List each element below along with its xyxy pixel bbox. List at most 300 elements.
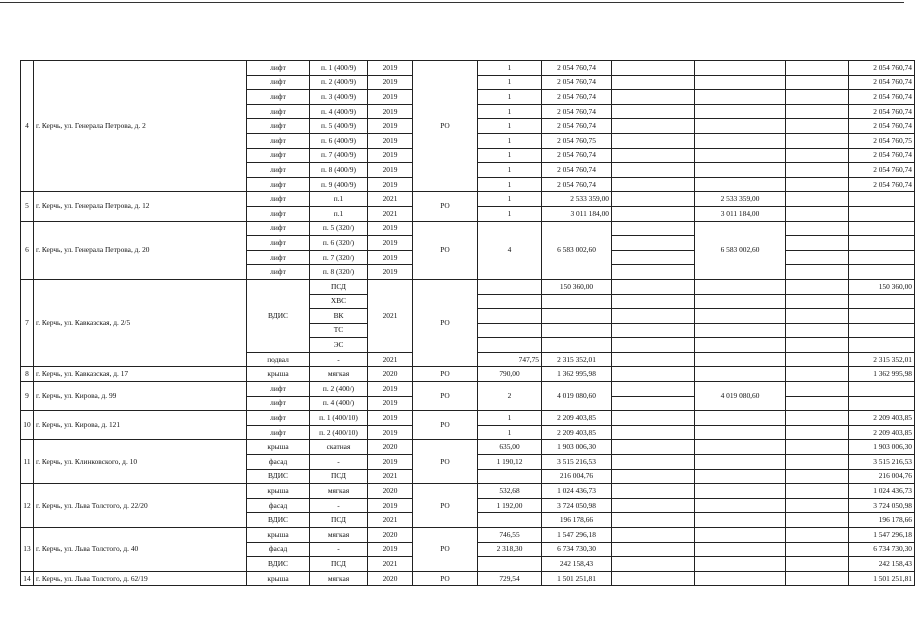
total-cell — [849, 338, 915, 353]
quantity-cell — [478, 338, 542, 353]
total-cell: 196 178,66 — [849, 513, 915, 528]
cost-cell: 2 209 403,85 — [542, 425, 612, 440]
cost-cell: 2 054 760,74 — [542, 104, 612, 119]
row-number: 8 — [21, 367, 34, 382]
quantity-cell: 4 — [478, 221, 542, 279]
empty-cell — [612, 104, 695, 119]
quantity-cell — [478, 557, 542, 572]
total-cell: 3 724 050,98 — [849, 498, 915, 513]
work-detail-cell: - — [310, 498, 368, 513]
work-detail-cell: - — [310, 352, 368, 367]
fund-cell: РО — [413, 367, 478, 382]
work-detail-cell: п. 8 (320/) — [310, 265, 368, 280]
empty-cell — [612, 571, 695, 586]
quantity-cell: 1 — [478, 425, 542, 440]
work-type-cell: фасад — [247, 542, 310, 557]
address-cell: г. Керчь, ул. Клинковского, д. 10 — [34, 440, 247, 484]
cost-cell: 2 054 760,75 — [542, 133, 612, 148]
empty-cell — [612, 309, 695, 324]
empty-cell — [612, 455, 695, 470]
total-cell: 2 054 760,75 — [849, 133, 915, 148]
year-cell: 2019 — [368, 396, 413, 411]
work-detail-cell: ПСД — [310, 279, 368, 294]
cost-cell: 2 315 352,01 — [542, 352, 612, 367]
work-type-cell: лифт — [247, 382, 310, 397]
empty-cell — [612, 557, 695, 572]
empty-cell — [612, 206, 695, 221]
work-detail-cell: ТС — [310, 323, 368, 338]
work-type-cell: лифт — [247, 265, 310, 280]
year-cell: 2019 — [368, 133, 413, 148]
work-type-cell: крыша — [247, 484, 310, 499]
year-cell: 2021 — [368, 513, 413, 528]
other-cost-cell — [695, 484, 786, 499]
empty-cell — [612, 338, 695, 353]
fund-cell: РО — [413, 411, 478, 440]
total-cell: 1 501 251,81 — [849, 571, 915, 586]
empty-cell — [612, 177, 695, 192]
empty-cell — [612, 75, 695, 90]
cost-cell: 242 158,43 — [542, 557, 612, 572]
other-cost-cell — [695, 90, 786, 105]
cost-cell: 1 547 296,18 — [542, 528, 612, 543]
other-cost-cell — [695, 440, 786, 455]
empty-cell — [786, 469, 849, 484]
work-detail-cell: ЭС — [310, 338, 368, 353]
empty-cell — [612, 352, 695, 367]
empty-cell — [612, 498, 695, 513]
empty-cell — [612, 367, 695, 382]
empty-cell — [786, 557, 849, 572]
work-type-cell: лифт — [247, 396, 310, 411]
other-cost-cell: 6 583 002,60 — [695, 221, 786, 279]
year-cell: 2019 — [368, 542, 413, 557]
empty-cell — [786, 528, 849, 543]
work-detail-cell: п. 1 (400/10) — [310, 411, 368, 426]
work-type-cell: лифт — [247, 192, 310, 207]
table-row — [21, 528, 915, 543]
cost-cell — [542, 309, 612, 324]
quantity-cell: 746,55 — [478, 528, 542, 543]
empty-cell — [786, 498, 849, 513]
total-cell — [849, 206, 915, 221]
empty-cell — [786, 396, 849, 411]
cost-cell — [542, 338, 612, 353]
empty-cell — [786, 206, 849, 221]
year-cell: 2019 — [368, 498, 413, 513]
page-top-rule — [0, 2, 904, 3]
row-number: 14 — [21, 571, 34, 586]
other-cost-cell — [695, 177, 786, 192]
work-type-cell: подвал — [247, 352, 310, 367]
work-type-cell: фасад — [247, 455, 310, 470]
other-cost-cell — [695, 163, 786, 178]
total-cell — [849, 323, 915, 338]
total-cell: 150 360,00 — [849, 279, 915, 294]
row-number: 6 — [21, 221, 34, 279]
cost-cell: 150 360,00 — [542, 279, 612, 294]
work-detail-cell: п. 2 (400/9) — [310, 75, 368, 90]
address-cell: г. Керчь, ул. Генерала Петрова, д. 20 — [34, 221, 247, 279]
total-cell — [849, 309, 915, 324]
cost-cell: 2 054 760,74 — [542, 90, 612, 105]
work-type-cell: лифт — [247, 148, 310, 163]
row-number: 11 — [21, 440, 34, 484]
cost-cell: 6 583 002,60 — [542, 221, 612, 279]
other-cost-cell — [695, 104, 786, 119]
quantity-cell — [478, 513, 542, 528]
year-cell: 2021 — [368, 469, 413, 484]
work-detail-cell: п. 6 (320/) — [310, 236, 368, 251]
empty-cell — [612, 133, 695, 148]
work-type-cell: ВДИС — [247, 513, 310, 528]
quantity-cell: 1 190,12 — [478, 455, 542, 470]
empty-cell — [612, 411, 695, 426]
table-row — [21, 221, 915, 236]
address-cell: г. Керчь, ул. Кавказская, д. 17 — [34, 367, 247, 382]
quantity-cell: 1 — [478, 104, 542, 119]
quantity-cell: 1 — [478, 61, 542, 76]
address-cell: г. Керчь, ул. Кирова, д. 121 — [34, 411, 247, 440]
quantity-cell: 1 — [478, 177, 542, 192]
row-number: 9 — [21, 382, 34, 411]
empty-cell — [786, 236, 849, 251]
work-detail-cell: п. 9 (400/9) — [310, 177, 368, 192]
fund-cell: РО — [413, 571, 478, 586]
quantity-cell: 1 — [478, 133, 542, 148]
empty-cell — [786, 323, 849, 338]
work-detail-cell: п.1 — [310, 206, 368, 221]
table-row — [21, 484, 915, 499]
empty-cell — [612, 265, 695, 280]
work-detail-cell: п. 5 (400/9) — [310, 119, 368, 134]
total-cell: 2 054 760,74 — [849, 177, 915, 192]
empty-cell — [612, 236, 695, 251]
work-detail-cell: п. 4 (400/) — [310, 396, 368, 411]
other-cost-cell — [695, 571, 786, 586]
empty-cell — [786, 133, 849, 148]
cost-cell: 4 019 080,60 — [542, 382, 612, 411]
other-cost-cell — [695, 557, 786, 572]
other-cost-cell — [695, 61, 786, 76]
work-detail-cell: мягкая — [310, 367, 368, 382]
row-number: 13 — [21, 528, 34, 572]
year-cell: 2020 — [368, 484, 413, 499]
work-detail-cell: п. 4 (400/9) — [310, 104, 368, 119]
year-cell: 2020 — [368, 528, 413, 543]
empty-cell — [786, 542, 849, 557]
cost-cell: 2 209 403,85 — [542, 411, 612, 426]
year-cell: 2021 — [368, 192, 413, 207]
total-cell — [849, 396, 915, 411]
quantity-cell: 729,54 — [478, 571, 542, 586]
year-cell: 2021 — [368, 206, 413, 221]
total-cell: 6 734 730,30 — [849, 542, 915, 557]
empty-cell — [786, 279, 849, 294]
quantity-cell — [478, 279, 542, 294]
row-number: 4 — [21, 61, 34, 192]
total-cell — [849, 236, 915, 251]
other-cost-cell — [695, 352, 786, 367]
empty-cell — [786, 148, 849, 163]
cost-cell: 1 362 995,98 — [542, 367, 612, 382]
empty-cell — [786, 119, 849, 134]
other-cost-cell — [695, 323, 786, 338]
table-row — [21, 279, 915, 294]
work-detail-cell: п. 5 (320/) — [310, 221, 368, 236]
work-type-cell: лифт — [247, 236, 310, 251]
empty-cell — [612, 425, 695, 440]
address-cell: г. Керчь, ул. Генерала Петрова, д. 12 — [34, 192, 247, 221]
empty-cell — [612, 323, 695, 338]
empty-cell — [786, 61, 849, 76]
cost-cell: 2 054 760,74 — [542, 75, 612, 90]
empty-cell — [786, 455, 849, 470]
work-type-cell: лифт — [247, 61, 310, 76]
work-type-cell: ВДИС — [247, 279, 310, 352]
other-cost-cell — [695, 542, 786, 557]
empty-cell — [786, 104, 849, 119]
empty-cell — [612, 61, 695, 76]
work-type-cell: лифт — [247, 119, 310, 134]
total-cell: 1 547 296,18 — [849, 528, 915, 543]
total-cell: 2 054 760,74 — [849, 61, 915, 76]
empty-cell — [612, 484, 695, 499]
quantity-cell — [478, 323, 542, 338]
total-cell: 2 054 760,74 — [849, 119, 915, 134]
other-cost-cell: 3 011 184,00 — [695, 206, 786, 221]
cost-cell: 2 054 760,74 — [542, 163, 612, 178]
empty-cell — [612, 396, 695, 411]
total-cell: 1 362 995,98 — [849, 367, 915, 382]
work-type-cell: крыша — [247, 367, 310, 382]
fund-cell: РО — [413, 382, 478, 411]
table-row — [21, 61, 915, 76]
empty-cell — [786, 411, 849, 426]
year-cell: 2019 — [368, 382, 413, 397]
quantity-cell: 1 — [478, 75, 542, 90]
empty-cell — [612, 469, 695, 484]
empty-cell — [612, 250, 695, 265]
empty-cell — [786, 163, 849, 178]
other-cost-cell — [695, 528, 786, 543]
empty-cell — [612, 513, 695, 528]
total-cell: 2 054 760,74 — [849, 90, 915, 105]
year-cell: 2020 — [368, 440, 413, 455]
work-type-cell: ВДИС — [247, 469, 310, 484]
total-cell: 2 209 403,85 — [849, 411, 915, 426]
other-cost-cell — [695, 498, 786, 513]
cost-cell: 1 501 251,81 — [542, 571, 612, 586]
total-cell — [849, 221, 915, 236]
quantity-cell: 1 192,00 — [478, 498, 542, 513]
row-number: 5 — [21, 192, 34, 221]
empty-cell — [786, 265, 849, 280]
work-detail-cell: - — [310, 455, 368, 470]
other-cost-cell — [695, 367, 786, 382]
cost-cell: 2 533 359,00 — [542, 192, 612, 207]
total-cell: 2 315 352,01 — [849, 352, 915, 367]
empty-cell — [612, 542, 695, 557]
quantity-cell: 790,00 — [478, 367, 542, 382]
fund-cell: РО — [413, 279, 478, 367]
work-detail-cell: ВК — [310, 309, 368, 324]
other-cost-cell — [695, 469, 786, 484]
year-cell: 2019 — [368, 425, 413, 440]
work-type-cell: лифт — [247, 411, 310, 426]
quantity-cell: 635,00 — [478, 440, 542, 455]
fund-cell: РО — [413, 528, 478, 572]
other-cost-cell — [695, 309, 786, 324]
work-detail-cell: п.1 — [310, 192, 368, 207]
empty-cell — [786, 338, 849, 353]
cost-cell — [542, 323, 612, 338]
empty-cell — [612, 221, 695, 236]
quantity-cell: 747,75 — [478, 352, 542, 367]
other-cost-cell — [695, 148, 786, 163]
work-type-cell: фасад — [247, 498, 310, 513]
empty-cell — [786, 382, 849, 397]
year-cell: 2019 — [368, 119, 413, 134]
cost-cell: 3 011 184,00 — [542, 206, 612, 221]
total-cell: 1 903 006,30 — [849, 440, 915, 455]
work-detail-cell: п. 2 (400/10) — [310, 425, 368, 440]
address-cell: г. Керчь, ул. Кирова, д. 99 — [34, 382, 247, 411]
empty-cell — [786, 221, 849, 236]
other-cost-cell — [695, 279, 786, 294]
empty-cell — [612, 148, 695, 163]
empty-cell — [786, 90, 849, 105]
quantity-cell — [478, 309, 542, 324]
total-cell — [849, 265, 915, 280]
work-type-cell: лифт — [247, 250, 310, 265]
cost-cell: 2 054 760,74 — [542, 119, 612, 134]
cost-cell: 3 515 216,53 — [542, 455, 612, 470]
total-cell: 216 004,76 — [849, 469, 915, 484]
total-cell — [849, 250, 915, 265]
work-type-cell: лифт — [247, 90, 310, 105]
work-type-cell: лифт — [247, 425, 310, 440]
empty-cell — [786, 250, 849, 265]
other-cost-cell — [695, 455, 786, 470]
address-cell: г. Керчь, ул. Льва Толстого, д. 40 — [34, 528, 247, 572]
quantity-cell — [478, 294, 542, 309]
work-type-cell: лифт — [247, 221, 310, 236]
quantity-cell: 1 — [478, 206, 542, 221]
work-detail-cell: п. 8 (400/9) — [310, 163, 368, 178]
year-cell: 2019 — [368, 61, 413, 76]
year-cell: 2019 — [368, 163, 413, 178]
work-type-cell: крыша — [247, 571, 310, 586]
table-row — [21, 440, 915, 455]
total-cell — [849, 294, 915, 309]
cost-cell: 2 054 760,74 — [542, 177, 612, 192]
empty-cell — [786, 440, 849, 455]
year-cell: 2020 — [368, 571, 413, 586]
empty-cell — [786, 294, 849, 309]
work-detail-cell: п. 3 (400/9) — [310, 90, 368, 105]
table-row — [21, 382, 915, 397]
work-detail-cell: - — [310, 542, 368, 557]
empty-cell — [612, 163, 695, 178]
quantity-cell: 1 — [478, 148, 542, 163]
empty-cell — [612, 440, 695, 455]
empty-cell — [786, 367, 849, 382]
year-cell: 2019 — [368, 236, 413, 251]
empty-cell — [786, 425, 849, 440]
work-type-cell: лифт — [247, 206, 310, 221]
cost-cell: 216 004,76 — [542, 469, 612, 484]
work-type-cell: лифт — [247, 133, 310, 148]
quantity-cell: 1 — [478, 90, 542, 105]
work-detail-cell: мягкая — [310, 484, 368, 499]
empty-cell — [612, 528, 695, 543]
year-cell: 2019 — [368, 221, 413, 236]
cost-cell: 1 024 436,73 — [542, 484, 612, 499]
year-cell: 2019 — [368, 90, 413, 105]
work-detail-cell: ПСД — [310, 513, 368, 528]
year-cell: 2019 — [368, 411, 413, 426]
year-cell: 2020 — [368, 367, 413, 382]
work-type-cell: лифт — [247, 163, 310, 178]
cost-cell: 2 054 760,74 — [542, 148, 612, 163]
work-detail-cell: п. 2 (400/) — [310, 382, 368, 397]
other-cost-cell — [695, 338, 786, 353]
work-detail-cell: п. 7 (320/) — [310, 250, 368, 265]
year-cell: 2019 — [368, 265, 413, 280]
empty-cell — [786, 484, 849, 499]
quantity-cell: 2 — [478, 382, 542, 411]
address-cell: г. Керчь, ул. Кавказская, д. 2/5 — [34, 279, 247, 367]
empty-cell — [786, 513, 849, 528]
work-detail-cell: мягкая — [310, 571, 368, 586]
year-cell: 2019 — [368, 148, 413, 163]
work-detail-cell: п. 7 (400/9) — [310, 148, 368, 163]
other-cost-cell — [695, 425, 786, 440]
quantity-cell: 532,68 — [478, 484, 542, 499]
year-cell: 2021 — [368, 279, 413, 352]
table-row — [21, 571, 915, 586]
year-cell: 2019 — [368, 250, 413, 265]
quantity-cell: 2 318,30 — [478, 542, 542, 557]
table-row — [21, 367, 915, 382]
cost-cell — [542, 294, 612, 309]
row-number: 12 — [21, 484, 34, 528]
row-number: 10 — [21, 411, 34, 440]
other-cost-cell — [695, 75, 786, 90]
fund-cell: РО — [413, 484, 478, 528]
work-type-cell: лифт — [247, 104, 310, 119]
cost-cell: 196 178,66 — [542, 513, 612, 528]
address-cell: г. Керчь, ул. Генерала Петрова, д. 2 — [34, 61, 247, 192]
other-cost-cell: 4 019 080,60 — [695, 382, 786, 411]
other-cost-cell — [695, 119, 786, 134]
work-type-cell: лифт — [247, 177, 310, 192]
other-cost-cell — [695, 411, 786, 426]
quantity-cell: 1 — [478, 119, 542, 134]
year-cell: 2019 — [368, 75, 413, 90]
work-type-cell: лифт — [247, 75, 310, 90]
year-cell: 2019 — [368, 455, 413, 470]
other-cost-cell: 2 533 359,00 — [695, 192, 786, 207]
row-number: 7 — [21, 279, 34, 367]
work-detail-cell: п. 1 (400/9) — [310, 61, 368, 76]
quantity-cell — [478, 469, 542, 484]
total-cell: 1 024 436,73 — [849, 484, 915, 499]
cost-cell: 6 734 730,30 — [542, 542, 612, 557]
capital-repair-table — [20, 60, 915, 586]
empty-cell — [786, 309, 849, 324]
